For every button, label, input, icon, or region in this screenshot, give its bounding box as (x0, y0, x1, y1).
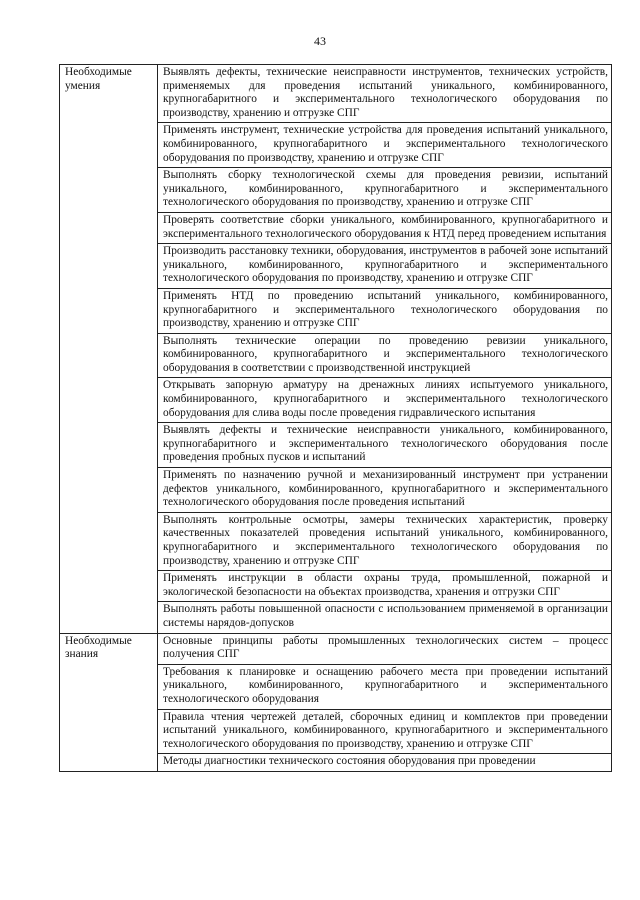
requirement-item: Основные принципы работы промышленных технологических систем – процесс получения СПГ (158, 633, 612, 664)
requirement-item: Проверять соответствие сборки уникального, комбинированного, крупногабаритного и экспериментального технологического оборудования к НТД перед проведением испытания (158, 212, 612, 243)
requirement-item: Выполнять контрольные осмотры, замеры технических характеристик, проверку качественных показателей проведения испытаний уникального, комбинированного, крупногабаритного и экспериментального технологического оборудования по производству, хранению и отгрузке СПГ (158, 512, 612, 570)
table-row (60, 65, 612, 123)
requirement-item: Применять НТД по проведению испытаний уникального, комбинированного, крупногабаритного и экспериментального технологического оборудования по производству, хранению и отгрузке СПГ (158, 288, 612, 333)
requirements-table-body (60, 65, 612, 772)
table-row (60, 633, 612, 664)
requirement-item: Выполнять работы повышенной опасности с использованием применяемой в организации системы нарядов-допусков (158, 602, 612, 633)
requirement-item: Применять по назначению ручной и механизированный инструмент при устранении дефектов уникального, комбинированного, крупногабаритного и экспериментального технологического оборудования после проведения испытаний (158, 468, 612, 513)
requirements-table (59, 64, 612, 772)
requirement-item: Методы диагностики технического состояния оборудования при проведении (158, 754, 612, 772)
requirement-item: Применять инструмент, технические устройства для проведения испытаний уникального, комбинированного, крупногабаритного и экспериментального технологического оборудования по производству, хранению и отгрузке СПГ (158, 123, 612, 168)
requirement-item: Производить расстановку техники, оборудования, инструментов в рабочей зоне испытаний уникального, комбинированного, крупногабаритного и экспериментального технологического оборудования по производству, хранению и отгрузке СПГ (158, 244, 612, 289)
section-label: Необходимые умения (60, 65, 158, 634)
requirement-item: Выполнять технические операции по проведению ревизии уникального, комбинированного, крупногабаритного и экспериментального технологического оборудования в соответствии с производственной инструкцией (158, 333, 612, 378)
requirement-item: Правила чтения чертежей деталей, сборочных единиц и комплектов при проведении испытаний уникального, комбинированного, крупногабаритного и экспериментального технологического оборудования по производству, хранению и отгрузке СПГ (158, 709, 612, 754)
requirement-item: Выполнять сборку технологической схемы для проведения ревизии, испытаний уникального, комбинированного, крупногабаритного и экспериментального технологического оборудования по производству, хранению и отгрузке СПГ (158, 168, 612, 213)
requirement-item: Выявлять дефекты, технические неисправности инструментов, технических устройств, применяемых для проведения испытаний уникального, комбинированного, крупногабаритного и экспериментального технологического оборудования по производству, хранению и отгрузке СПГ (158, 65, 612, 123)
requirement-item: Открывать запорную арматуру на дренажных линиях испытуемого уникального, комбинированного, крупногабаритного и экспериментального технологического оборудования для слива воды после проведения гидравлического испытания (158, 378, 612, 423)
requirement-item: Требования к планировке и оснащению рабочего места при проведении испытаний уникального, комбинированного, крупногабаритного и экспериментального технологического оборудования (158, 664, 612, 709)
section-label: Необходимые знания (60, 633, 158, 771)
page-number: 43 (314, 34, 326, 48)
requirement-item: Выявлять дефекты и технические неисправности уникального, комбинированного, крупногабаритного и экспериментального технологического оборудования после проведения пробных пусков и испытаний (158, 423, 612, 468)
requirement-item: Применять инструкции в области охраны труда, промышленной, пожарной и экологической безопасности на объектах производства, хранения и отгрузки СПГ (158, 571, 612, 602)
